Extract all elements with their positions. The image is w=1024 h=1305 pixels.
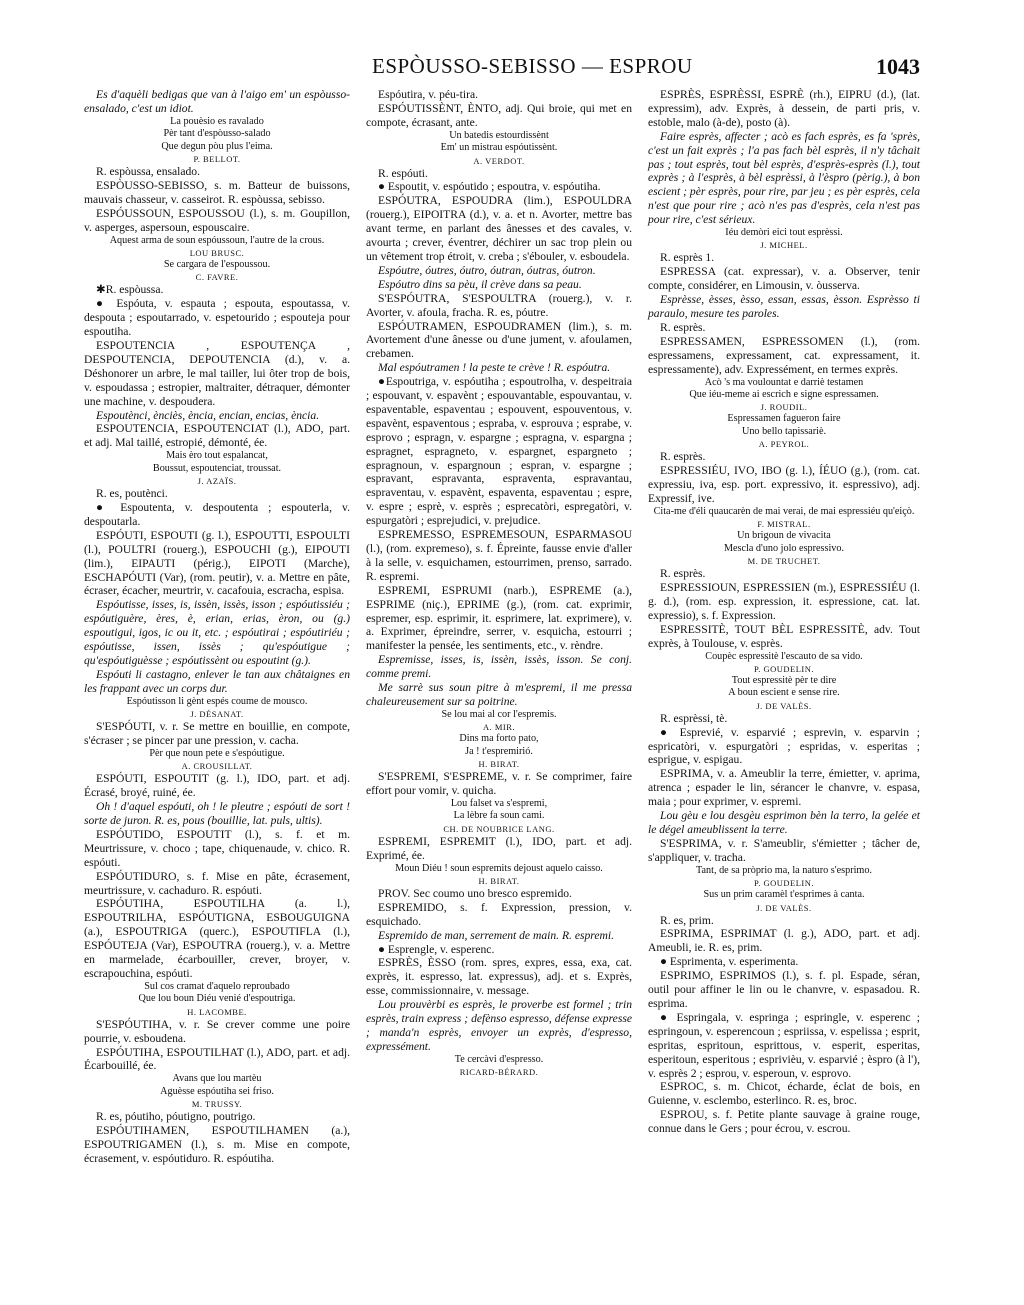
quote-line: Moun Diéu ! soun espremits dejoust aquelo caisso.: [395, 862, 603, 874]
entry-paragraph: ● Esprengle, v. esperenc.: [378, 942, 495, 956]
quote-author: J. DE VALÈS.: [756, 700, 812, 711]
entry-paragraph: ESPRÈS, ÈSSO (rom. spres, expres, essa, exa, cat. exprès, it. espresso, lat. expressus), adj. et s. Exprès, esse, commissionnaire, v. message.: [366, 956, 632, 998]
entry-paragraph: ● Espoutenta, v. despoutenta ; espouterla, v. despoutarla.: [84, 500, 350, 528]
entry-paragraph: Espóutisse, isses, is, issèn, issès, isson ; espóutissiéu ; espóutiguère, ères, è, erian, erias, èron, ou (g.) espoutigui, igos, ic ou it, etc. ; espóutirai ; espóutiriéu ; espóutisse, issen, issès ; qu'espóutigue ; qu'espóutiguèsse ; espóutissènt ou espoutint (g.).: [84, 598, 350, 667]
entry-paragraph: ESPÓUTISSÈNT, ÈNTO, adj. Qui broie, qui met en compote, écrasant, ante.: [366, 101, 632, 129]
entry-paragraph: Espóuti li castagno, enlever le tan aux châtaignes en les frappant avec un corps dur.: [84, 667, 350, 695]
quote-author: A. PEYROL.: [758, 439, 810, 450]
quote-author: J. ROUDIL.: [760, 402, 808, 413]
entry-paragraph: R. espòussa, ensalado.: [96, 165, 201, 179]
entry-paragraph: ● Espoutit, v. espóutido ; espoutra, v. espóutiha.: [378, 180, 601, 194]
page-header: [0, 54, 1024, 84]
quote-author: P. BELLOT.: [193, 154, 241, 165]
quote-line: La pouèsio es ravalado: [170, 115, 264, 127]
entry-paragraph: ●Espoutriga, v. espóutiha ; espoutrolha, v. despeitraia ; espouvant, v. espavènt ; espouvantable, espouvantau, v. espaventable, espaventau ; espouvent, espouventous, v. espavènt, espaventous ; espraba, v. esprouva ; esprabe, v. esprovo ; espragn, v. espargne ; espragna, v. espargna ; espragnet, espragneto, v. espargnet, espargneto ; espragnoun, v. espargnoun ; espran, v. espargne ; espravant, espravanta, espraventa, espravantau, espraventau, v. espavènt, espaventa, espaventau ; espre, v. espre ; esprè, v. esprès ; esprecatòri, espregatòri, v. espurgatòri ; esprejudici, v. prejudice.: [366, 375, 632, 528]
entry-paragraph: ESPÓUTI, ESPOUTIT (g. l.), IDO, part. et adj. Écrasé, broyé, ruiné, ée.: [84, 772, 350, 800]
entry-paragraph: Espremido de man, serrement de main. R. espremi.: [378, 928, 615, 942]
quote-line: Se lou mai al cor l'espremis.: [441, 708, 557, 720]
entry-paragraph: R. es, prim.: [660, 913, 714, 927]
entry-paragraph: ESPÓUTIHAMEN, ESPOUTILHAMEN (a.), ESPOUTRIGAMEN (l.), s. m. Mise en compote, écrasement, v. espóutiduro. R. espóutiha.: [84, 1124, 350, 1165]
entry-paragraph: ESPRIMA, ESPRIMAT (l. g.), ADO, part. et adj. Ameubli, ie. R. es, prim.: [648, 927, 920, 955]
entry-paragraph: Lou prouvèrbi es esprès, le proverbe est formel ; trin esprès, train express ; defènso espresso, défense expresse ; manda'n esprès, envoyer un exprès, d'espresso, expressément.: [366, 998, 632, 1053]
quote-line: Aguèsse espóutiha sei friso.: [160, 1085, 274, 1097]
entry-paragraph: Espóutre, óutres, óutro, óutran, óutras, óutron.: [378, 263, 596, 277]
column-right: [648, 88, 920, 1136]
entry-paragraph: S'ESPÓUTRA, S'ESPOULTRA (rouerg.), v. r. Avorter, v. afoula, fracha. R. es, póutre.: [366, 291, 632, 319]
entry-paragraph: ESPÓUTIHA, ESPOUTILHA (a. l.), ESPOUTRILHA, ESPÓUTIGNA, ESBOUGUIGNA (a.), ESPOUTRIGA (querc.), ESPOUTIFLA (l.), ESPÓUTEJA (Var), ESPOUTRA (rouerg.), v. a. Mettre en marmelade, écarbouiller, crever, broyer, v. escrapouchina, espóuti.: [84, 897, 350, 980]
quote-line: Mescla d'uno jolo espressivo.: [723, 542, 845, 554]
quote-line: Sus un prim caramèl t'esprimes à canta.: [703, 889, 865, 901]
entry-paragraph: ESPÒUSSO-SEBISSO, s. m. Batteur de buissons, mauvais chasseur, v. casseirot. R. espòussa, sebisso.: [84, 178, 350, 206]
entry-paragraph: R. esprès.: [660, 321, 706, 334]
entry-paragraph: R. es, póutiho, póutigno, poutrigo.: [96, 1110, 256, 1124]
quote-line: Iéu demòri eici tout esprèssi.: [725, 227, 843, 239]
quote-line: Que iéu-meme ai escrich e signe espressamen.: [689, 389, 879, 401]
quote-author: J. MICHEL.: [760, 240, 808, 251]
entry-paragraph: ESPRESSIOUN, ESPRESSIEN (m.), ESPRESSIÉU (l. g. d.), (rom. esp. expression, it. espressione, cat. lat. expressio), s. f. Expression.: [648, 581, 920, 622]
quote-line: Lou falset va s'espremi,: [450, 797, 548, 809]
quote-line: Dins ma forto pato,: [459, 733, 539, 745]
entry-paragraph: S'ESPREMI, S'ESPREME, v. r. Se comprimer, faire effort pour vomir, v. quicha.: [366, 770, 632, 797]
column-middle: [366, 88, 632, 1078]
quote-author: P. GOUDELIN.: [753, 878, 815, 889]
entry-paragraph: R. es, poutènci.: [96, 487, 168, 501]
entry-paragraph: Espoutènci, ènciès, ència, encian, encias, ència.: [96, 408, 320, 422]
entry-paragraph: ESPRESSAMEN, ESPRESSOMEN (l.), (rom. espressamens, expressament, cat. expressament, it. espressamente), adv. Expressément, en termes exprès.: [648, 334, 920, 376]
entry-paragraph: ● Espóuta, v. espauta ; espouta, espoutassa, v. despouta ; espoutarrado, v. espetourido ; espouteja pour espoutiha.: [84, 297, 350, 339]
entry-paragraph: ESPÓUSSOUN, ESPOUSSOU (l.), s. m. Goupillon, v. asperges, aspersoun, espouscaire.: [84, 206, 350, 234]
entry-paragraph: ESPREMI, ESPRUMI (narb.), ESPREME (a.), ESPRIME (niç.), EPRIME (g.), (rom. cat. exprimir, espremer, esp. esprimir, it. esprimere, lat. exprimere), v. a. Exprimer, épreindre, serrer, v. esquicha, estourri ; manifester la pensée, les sentiments, etc., v. rèndre.: [366, 583, 632, 653]
entry-paragraph: ESPRESSIÉU, IVO, IBO (g. l.), ÍÉUO (g.), (rom. cat. expressiu, iva, esp. port. expressivo, it. espressivo), adj. Expressif, ive.: [648, 464, 920, 505]
entry-paragraph: ESPRÈS, ESPRÈSSI, ESPRÈ (rh.), EIPRU (d.), (lat. expressim), adv. Exprès, à dessein, de parti pris, v. estoble, malo (à-de), posto (à).: [648, 88, 920, 129]
entry-paragraph: Espóutro dins sa pèu, il crève dans sa peau.: [378, 277, 582, 291]
quote-line: Cita-me d'éli quaucarèn de mai verai, de mai espressiéu qu'eiçò.: [653, 505, 915, 517]
quote-line: Que degun pòu plus l'eima.: [161, 140, 273, 152]
entry-paragraph: ● Esprevié, v. esparvié ; esprevin, v. esparvin ; espricatòri, v. espurgatòri ; espridas, v. esperitas ; esprigue, v. espigau.: [648, 725, 920, 767]
entry-paragraph: ESPÓUTIDO, ESPOUTIT (l.), s. f. et m. Meurtrissure, v. choco ; tape, chiquenaude, v. chico. R. espóuti.: [84, 827, 350, 869]
quote-author: LOU BRUSC.: [189, 247, 245, 258]
quote-line: Sul cos cramat d'aquelo reproubado: [144, 980, 290, 992]
entry-paragraph: Oh ! d'aquel espóuti, oh ! le pleutre ; espóuti de sort ! sorte de juron. R. es, pous (bouillie, lat. puls, ultis).: [84, 800, 350, 827]
entry-paragraph: S'ESPÓUTI, v. r. Se mettre en bouillie, en compote, s'écraser ; se pincer par une pression, v. cacha.: [84, 720, 350, 747]
entry-paragraph: R. esprès.: [660, 567, 706, 581]
quote-line: Em' un mistrau espóutissènt.: [440, 142, 558, 154]
entry-paragraph: PROV. Sec coumo uno bresco espremido.: [378, 886, 572, 900]
quote-line: Espóutisson li gènt espés coume de mousco.: [126, 695, 308, 707]
entry-paragraph: ESPOUTENCIA, ESPOUTENCIAT (l.), ADO, part. et adj. Mal taillé, estropié, démonté, ée.: [84, 422, 350, 450]
entry-paragraph: Espremisse, isses, is, issèn, issès, isson. Se conj. comme premi.: [366, 653, 632, 681]
entry-paragraph: Esprèsse, èsses, èsso, essan, essas, èsson. Esprèsso ti paraulo, mesure tes paroles.: [648, 293, 920, 321]
entry-paragraph: Espóutira, v. péu-tira.: [378, 88, 479, 101]
quote-author: A. VERDOT.: [473, 155, 525, 166]
quote-line: Boussut, espoutenciat, troussat.: [152, 462, 282, 474]
entry-paragraph: Mal espóutramen ! la peste te crève ! R. espóutra.: [378, 361, 611, 375]
quote-line: Un batedis estourdissènt: [449, 129, 549, 141]
page-number: 1043: [876, 54, 920, 79]
entry-paragraph: ESPRIMA, v. a. Ameublir la terre, émietter, v. aprima, atrenca ; espader le lin, sérancer le chanvre, v. espasa, maia ; pour exprimer, v. espremi.: [648, 767, 920, 809]
quote-author: M. DE TRUCHET.: [747, 556, 821, 567]
quote-line: La lèbre fa soun cami.: [453, 810, 545, 822]
quote-author: J. DÉSANAT.: [190, 709, 244, 720]
entry-paragraph: Faire esprès, affecter ; acò es fach esprès, es fa 'sprès, c'est un fait exprès ; l'a pas fach bèl esprès, il n'y tâchait pas ; tout esprès, tout bèl esprès, d'esprès-esprès (l.), tout exprès ; à l'esprès, à bèl esprèssi, à l'èspro (pèrig.), à bon escient ; pèr esprès, pour rire, par jeu ; es pèr esprès, cela n'est que pour rire ; acò n'es pas d'esprès, cela n'est pas pour rire, c'est sérieux.: [648, 129, 920, 227]
quote-author: J. AZAÏS.: [197, 476, 237, 487]
quote-line: Te cercàvi d'espresso.: [454, 1053, 544, 1065]
quote-line: Aquest arma de soun espóussoun, l'autre de la crous.: [109, 234, 325, 246]
entry-paragraph: ESPÓUTRA, ESPOUDRA (lim.), ESPOULDRA (rouerg.), EIPOITRA (d.), v. a. et n. Avorter, mettre bas avant terme, en parlant des ânesses et des cavales, v. avourta ; crever, éventrer, déchirer un sac trop plein ou un vêtement trop étroit, v. creba ; s'ébouler, v. esboudela.: [366, 194, 632, 263]
quote-author: C. FAVRE.: [195, 272, 239, 283]
quote-line: Se cargara de l'espoussou.: [163, 258, 271, 270]
entry-paragraph: ● Esprimenta, v. esperimenta.: [660, 955, 799, 969]
quote-line: Tout espressitè pèr te dire: [731, 674, 837, 686]
quote-author: A. MIR.: [482, 722, 516, 733]
quote-author: J. DE VALÈS.: [756, 902, 812, 913]
quote-line: Pèr tant d'espòusso-salado: [163, 128, 271, 140]
quote-author: F. MISTRAL.: [757, 519, 811, 530]
entry-paragraph: ESPÓUTIHA, ESPOUTILHAT (l.), ADO, part. et adj. Écarbouillé, ée.: [84, 1045, 350, 1073]
quote-line: Avans que lou martèu: [172, 1073, 262, 1085]
entry-paragraph: ESPRIMO, ESPRIMOS (l.), s. f. pl. Espade, séran, outil pour affiner le lin ou le chanvre, v. espasadou. R. esprima.: [648, 969, 920, 1010]
quote-line: Tant, de sa pròprio ma, la naturo s'esprimo.: [696, 864, 872, 876]
entry-paragraph: Lou gèu e lou desgèu esprimon bèn la terro, la gelée et le dégel ameublissent la terre.: [648, 809, 920, 836]
entry-paragraph: R. esprès.: [660, 450, 706, 464]
quote-author: H. LACOMBE.: [187, 1006, 247, 1017]
quote-line: Mais èro tout espalancat,: [166, 450, 268, 462]
quote-line: Uno bello tapissariè.: [741, 425, 827, 437]
quote-author: A. CROUSILLAT.: [181, 761, 253, 772]
quote-line: Espressamen fagueron faire: [727, 413, 841, 425]
entry-paragraph: ESPRESSA (cat. expressar), v. a. Observer, tenir compte, considérer, en Limousin, v. òusserva.: [648, 265, 920, 293]
entry-paragraph: ESPÓUTI, ESPOUTI (g. l.), ESPOUTTI, ESPOULTI (l.), POULTRI (rouerg.), ESPOUCHI (g.), EIPOUTI (lim.), EIPAUTI (périg.), EIPOTI (Marche), ESCHAPÓUTI (Var), (rom. peutir), v. a. Mettre en pâte, écraser, écacher, meurtrir, v. cacafouia, escracha, espisa.: [84, 528, 350, 598]
entry-paragraph: S'ESPÓUTIHA, v. r. Se crever comme une poire pourrie, v. esboudena.: [84, 1017, 350, 1045]
quote-author: H. BIRAT.: [478, 875, 520, 886]
entry-paragraph: ESPRESSITÈ, TOUT BÈL ESPRESSITÈ, adv. Tout exprès, à Toulouse, v. esprès.: [648, 622, 920, 650]
column-left: [84, 88, 350, 1166]
entry-paragraph: ESPREMIDO, s. f. Expression, pression, v. esquichado.: [366, 900, 632, 928]
quote-author: RICARD-BÉRARD.: [459, 1067, 539, 1078]
entry-paragraph: ESPREMI, ESPREMIT (l.), IDO, part. et adj. Exprimé, ée.: [366, 834, 632, 862]
entry-paragraph: ESPREMESSO, ESPREMESOUN, ESPARMASOU (l.), (rom. expremeso), s. f. Épreinte, fausse envie d'aller à la selle, v. esquichamen, estourrimen, prenso, sarrado. R. espremi.: [366, 528, 632, 583]
quote-author: P. GOUDELIN.: [753, 663, 815, 674]
running-title: ESPÒUSSO-SEBISSO — ESPROU: [372, 54, 693, 78]
entry-paragraph: ✱R. espòussa.: [96, 283, 164, 297]
entry-paragraph: R. esprèssi, tè.: [660, 711, 728, 725]
quote-line: Un brigoun de vivacita: [737, 530, 831, 542]
quote-line: A boun escient e sense rire.: [728, 687, 840, 699]
quote-author: M. TRUSSY.: [191, 1099, 243, 1110]
quote-line: Pèr que noun pete e s'espóutigue.: [149, 747, 285, 759]
quote-author: H. BIRAT.: [478, 759, 520, 770]
entry-paragraph: ESPOUTENCIA , ESPOUTENÇA , DESPOUTENCIA, DEPOUTENCIA (d.), v. a. Déshonorer un arbre, le mal tailler, lui ôter trop de bois, v. espoudassa ; estropier, maltraiter, détraquer, démonter une machine, v. despoudera.: [84, 339, 350, 408]
entry-paragraph: ESPROC, s. m. Chicot, écharde, éclat de bois, en Guienne, v. esclembo, esterlinco. R. es, broc.: [648, 1080, 920, 1108]
entry-paragraph: ESPÓUTRAMEN, ESPOUDRAMEN (lim.), s. m. Avortement d'une ânesse ou d'une jument, v. afoulamen, crebamen.: [366, 319, 632, 361]
quote-line: Acò 's ma voulountat e darriè testamen: [704, 376, 864, 388]
quote-author: CH. DE NOUBRICE LANG.: [443, 823, 555, 834]
quote-line: Coupèc espressitè l'escauto de sa vido.: [705, 650, 863, 662]
entry-paragraph: ● Espringala, v. espringa ; espringle, v. esperenc ; espringoun, v. esperencoun ; espriissa, v. espelissa ; esprit, espritas, espritoun, esprittous, v. esperit, esperitas, esperitoun, esperitous ; esprivièu, v. esparvié ; èspro (à l'), v. esprès 2 ; esprou, v. esperoun, v. esprovo.: [648, 1010, 920, 1080]
entry-paragraph: ESPÓUTIDURO, s. f. Mise en pâte, écrasement, meurtrissure, v. cachaduro. R. espóuti.: [84, 869, 350, 897]
entry-paragraph: R. esprès 1.: [660, 251, 715, 265]
entry-paragraph: ESPROU, s. f. Petite plante sauvage à graine rouge, connue dans le Gers ; pour écrou, v. escrou.: [648, 1108, 920, 1136]
entry-paragraph: Me sarrè sus soun pitre à m'espremi, il me pressa chaleureusement sur sa poitrine.: [366, 681, 632, 708]
entry-paragraph: Es d'aquèli bedigas que van à l'aigo em' un espòusso-ensalado, c'est un idiot.: [84, 88, 350, 115]
entry-paragraph: R. espóuti.: [378, 166, 428, 180]
entry-paragraph: S'ESPRIMA, v. r. S'ameublir, s'émietter ; tâcher de, s'appliquer, v. tracha.: [648, 836, 920, 864]
quote-line: Ja ! t'espremirió.: [465, 745, 533, 757]
quote-line: Que lou boun Diéu venié d'espoutriga.: [138, 993, 296, 1005]
